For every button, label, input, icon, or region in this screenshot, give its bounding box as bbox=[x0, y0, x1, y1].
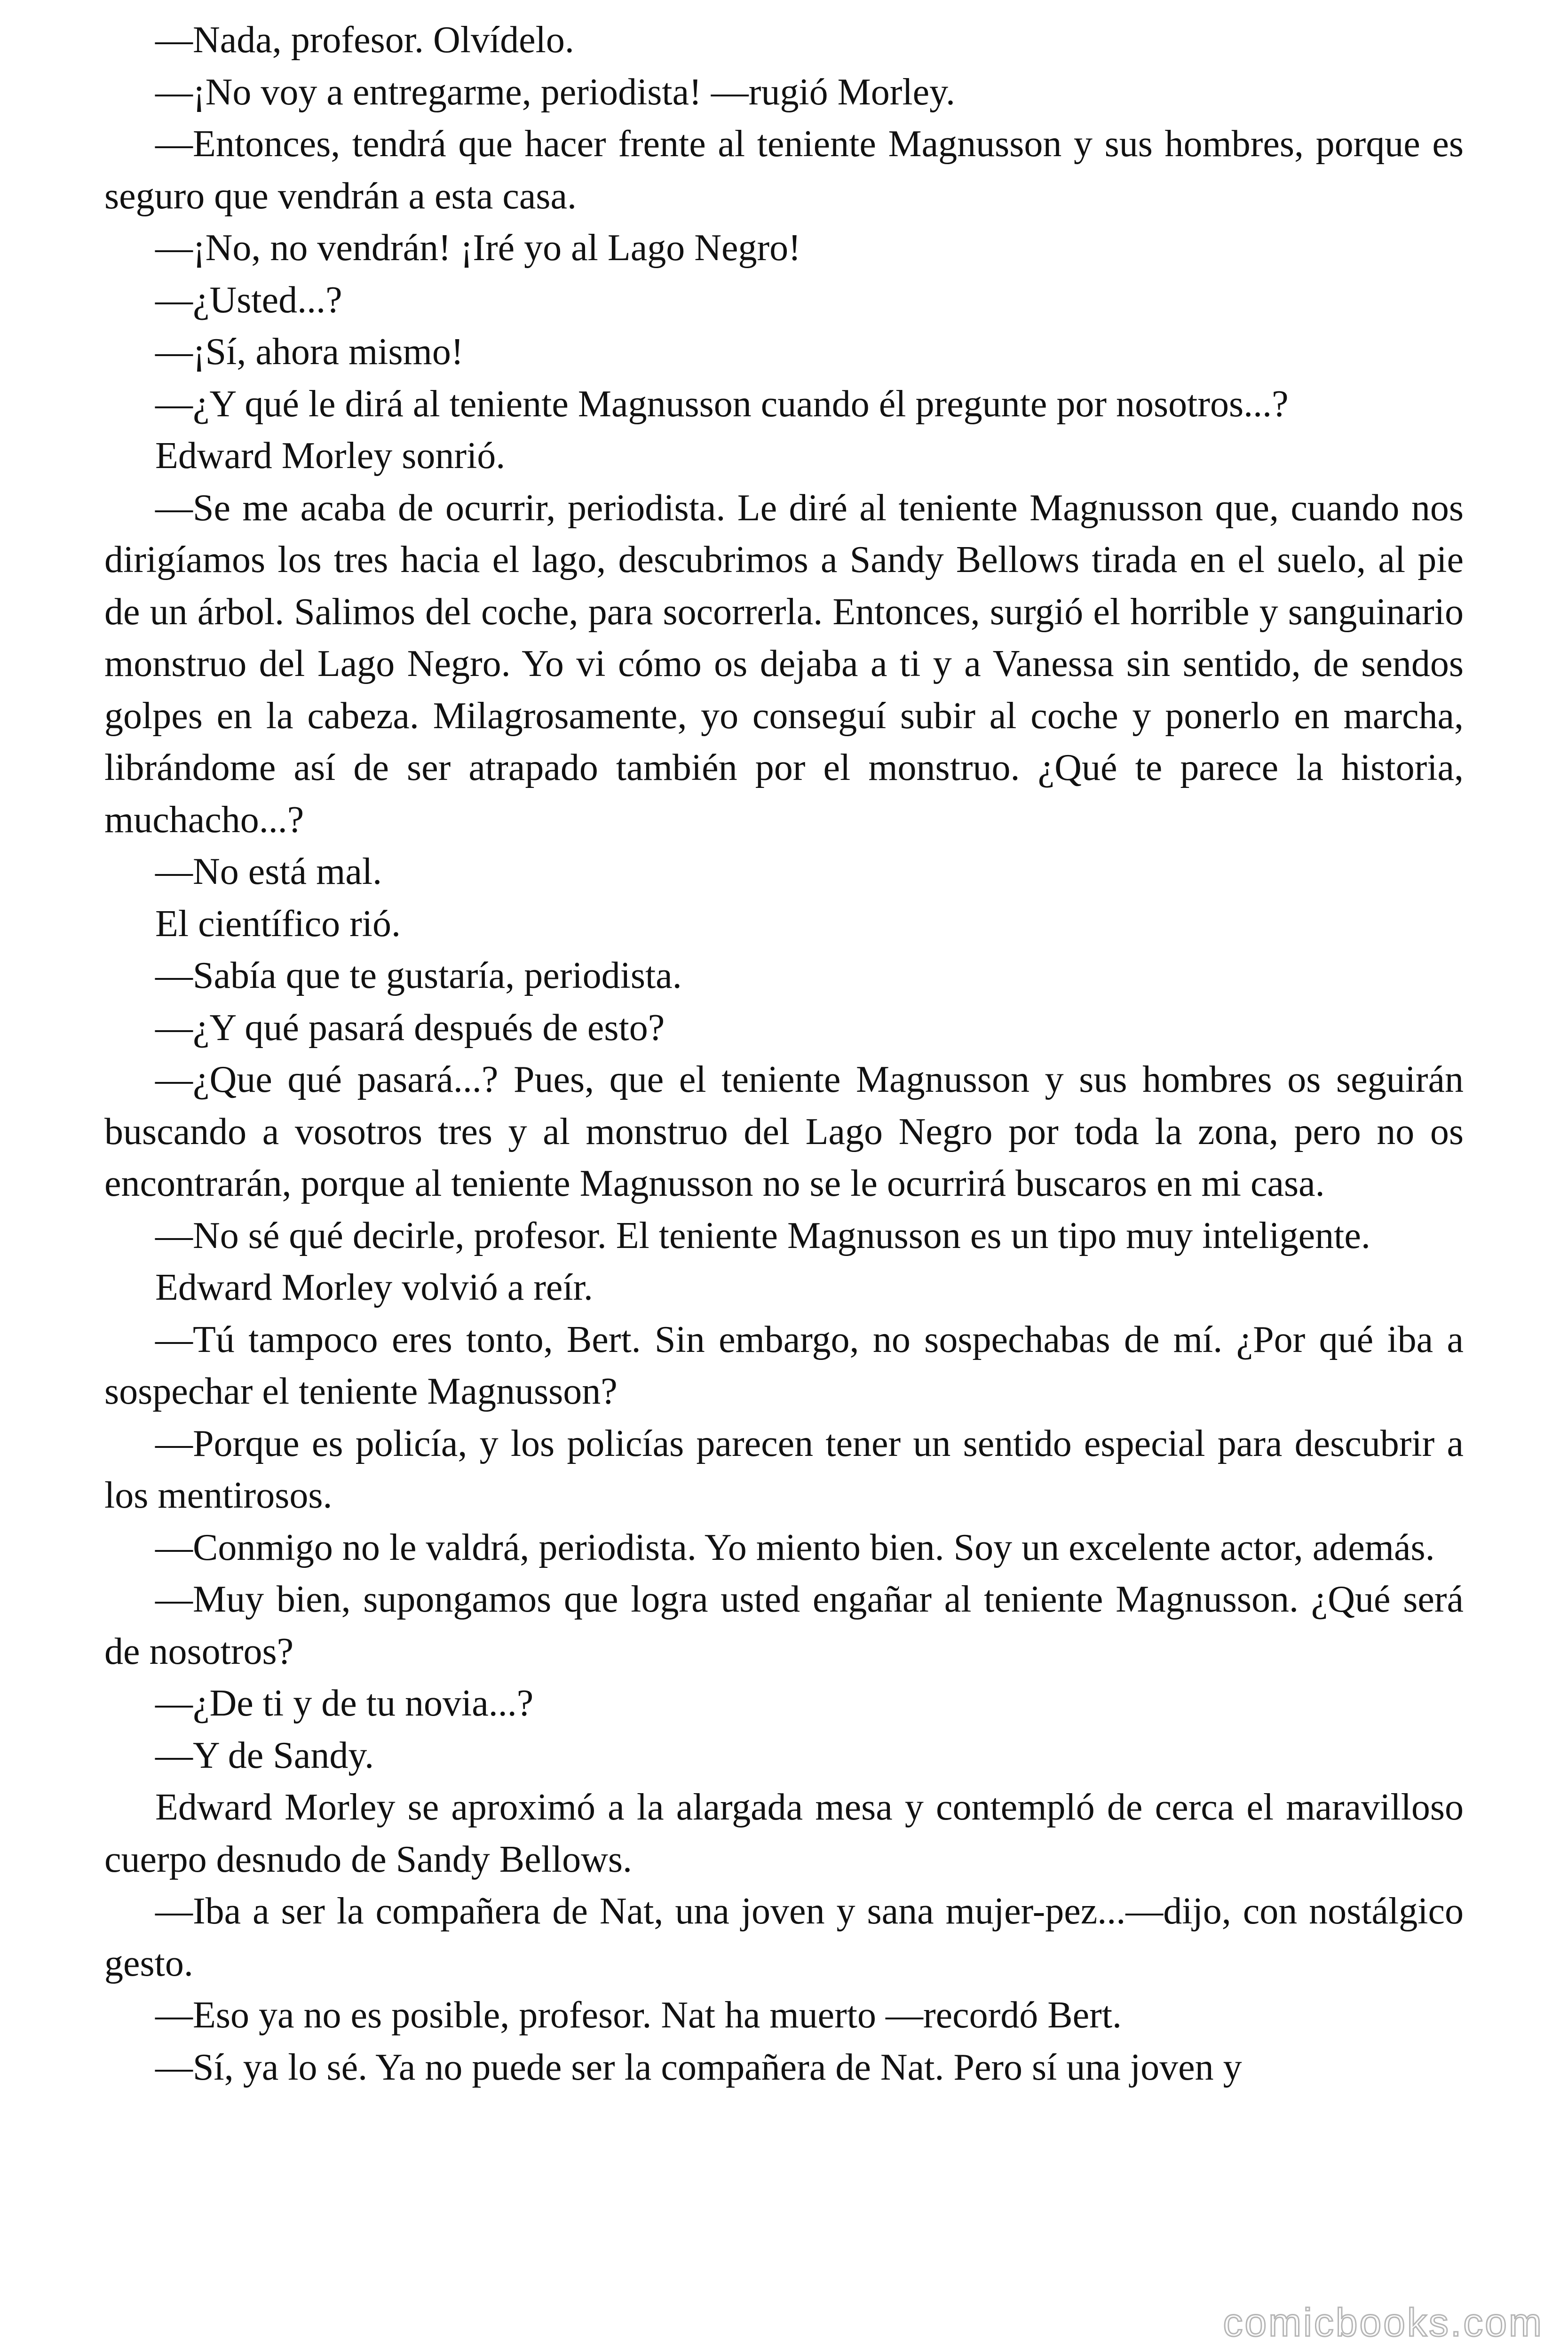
paragraph: —Y de Sandy. bbox=[155, 1734, 374, 1776]
paragraph: Edward Morley sonrió. bbox=[155, 435, 506, 477]
paragraph: Edward Morley se aproximó a la alargada mesa y contempló de cerca el maravilloso cuerpo desnudo de Sandy Bellows. bbox=[104, 1787, 1464, 1880]
paragraph: —Iba a ser la compañera de Nat, una joven y sana mujer-pez...—dijo, con nostálgico gesto. bbox=[104, 1891, 1464, 1984]
paragraph: —Nada, profesor. Olvídelo. bbox=[155, 19, 574, 61]
paragraph: —Tú tampoco eres tonto, Bert. Sin embargo, no sospechabas de mí. ¿Por qué iba a sospechar el teniente Magnusson? bbox=[104, 1319, 1464, 1412]
paragraph: —No sé qué decirle, profesor. El teniente Magnusson es un tipo muy inteligente. bbox=[155, 1215, 1370, 1256]
paragraph: —¿Usted...? bbox=[155, 279, 342, 321]
paragraph: Edward Morley volvió a reír. bbox=[155, 1267, 593, 1308]
paragraph: —Muy bien, supongamos que logra usted engañar al teniente Magnusson. ¿Qué será de nosotros? bbox=[104, 1579, 1464, 1672]
paragraph: El científico rió. bbox=[155, 903, 401, 945]
paragraph: —¿Y qué le dirá al teniente Magnusson cuando él pregunte por nosotros...? bbox=[155, 383, 1289, 425]
paragraph: —Sí, ya lo sé. Ya no puede ser la compañera de Nat. Pero sí una joven y bbox=[155, 2046, 1242, 2088]
paragraph: —Se me acaba de ocurrir, periodista. Le diré al teniente Magnusson que, cuando nos dirigíamos los tres hacia el lago, descubrimos a Sandy Bellows tirada en el suelo, al pie de un árbol. Salimos del coche, para socorrerla. Entonces, surgió el horrible y sanguinario monstruo del Lago Negro. Yo vi cómo os dejaba a ti y a Vanessa sin sentido, de sendos golpes en la cabeza. Milagrosamente, yo conseguí subir al coche y ponerlo en marcha, librándome así de ser atrapado también por el monstruo. ¿Qué te parece la historia, muchacho...? bbox=[104, 487, 1464, 841]
watermark-logo: comicbooks.com bbox=[1223, 2300, 1544, 2344]
paragraph: —¿De ti y de tu novia...? bbox=[155, 1683, 534, 1724]
paragraph: —¿Y qué pasará después de esto? bbox=[155, 1007, 665, 1049]
paragraph: —¡No voy a entregarme, periodista! —rugió Morley. bbox=[155, 71, 955, 113]
paragraph: —¡Sí, ahora mismo! bbox=[155, 331, 464, 373]
paragraph: —Eso ya no es posible, profesor. Nat ha muerto —recordó Bert. bbox=[155, 1994, 1122, 2036]
paragraph: —Entonces, tendrá que hacer frente al teniente Magnusson y sus hombres, porque es seguro que vendrán a esta casa. bbox=[104, 123, 1464, 217]
paragraph: —Sabía que te gustaría, periodista. bbox=[155, 955, 682, 996]
paragraph: —Conmigo no le valdrá, periodista. Yo miento bien. Soy un excelente actor, además. bbox=[155, 1526, 1435, 1568]
page-text bbox=[104, 14, 1464, 2093]
paragraph: —¿Que qué pasará...? Pues, que el teniente Magnusson y sus hombres os seguirán buscando a vosotros tres y al monstruo del Lago Negro por toda la zona, pero no os encontrarán, porque al teniente Magnusson no se le ocurrirá buscaros en mi casa. bbox=[104, 1059, 1464, 1204]
paragraph: —No está mal. bbox=[155, 851, 382, 892]
paragraph: —¡No, no vendrán! ¡Iré yo al Lago Negro! bbox=[155, 227, 801, 269]
paragraph: —Porque es policía, y los policías parecen tener un sentido especial para descubrir a los mentirosos. bbox=[104, 1422, 1464, 1516]
